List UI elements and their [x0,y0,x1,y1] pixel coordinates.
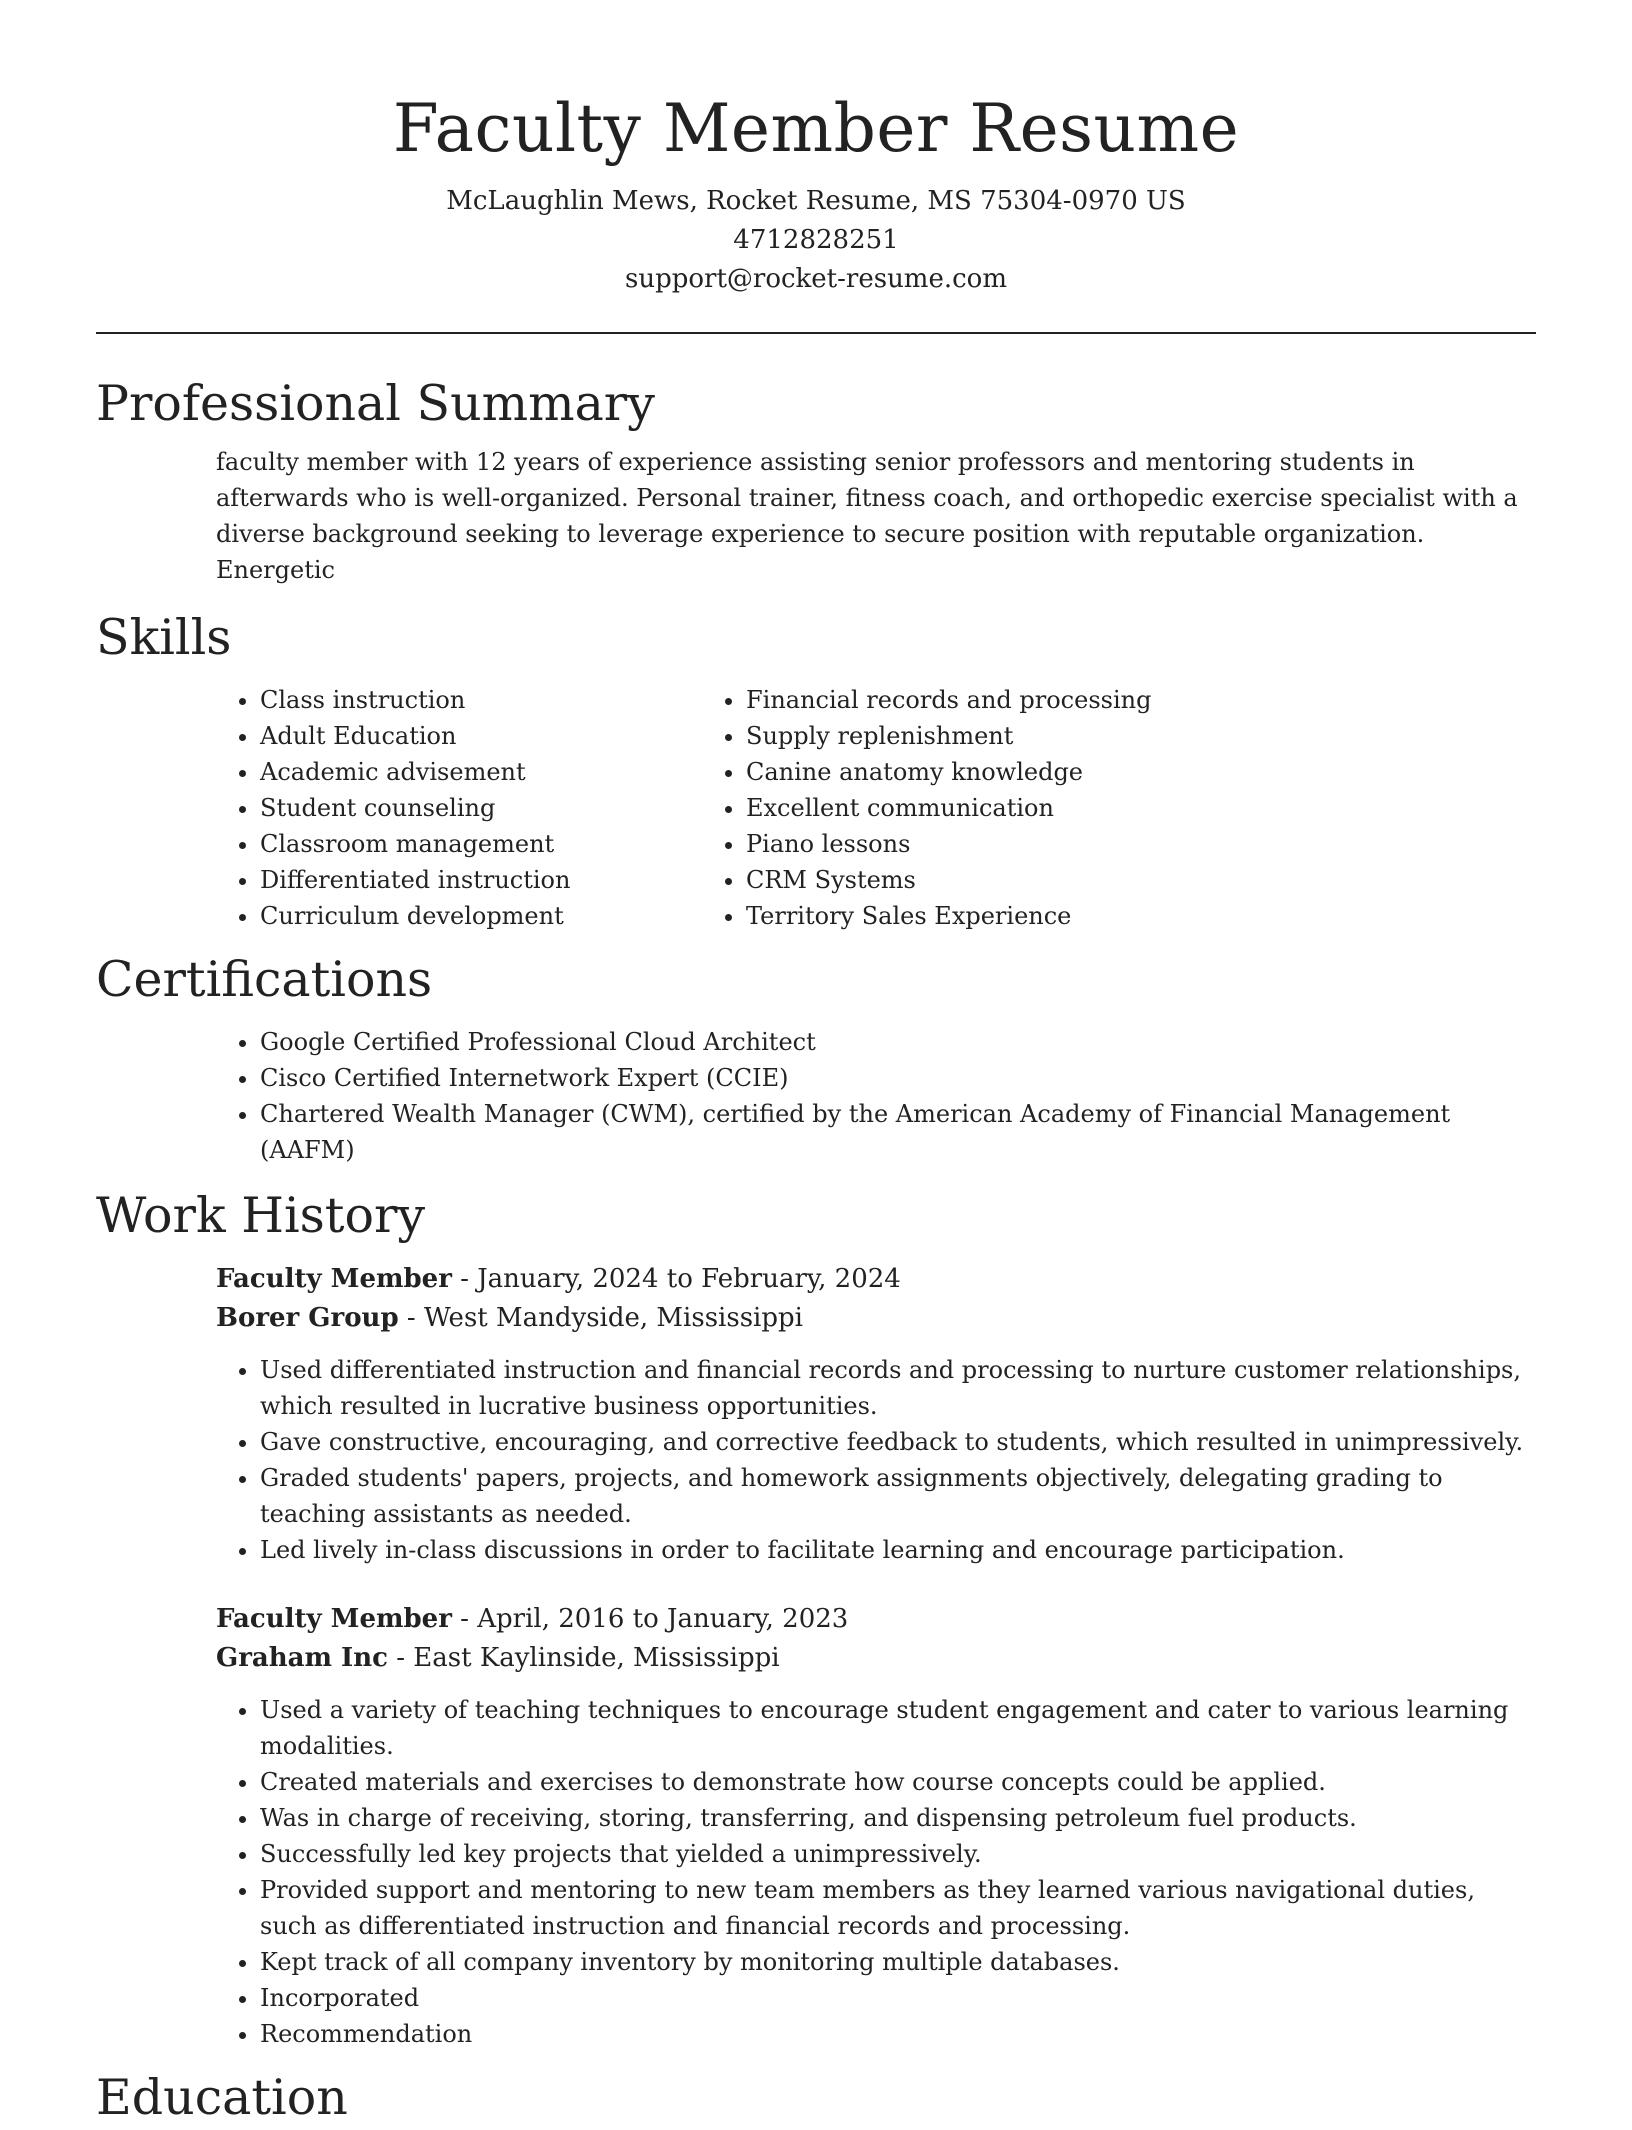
skill-item: • Class instruction [260,682,746,718]
certification-item: • Cisco Certified Internetwork Expert (CCIE) [260,1060,1536,1096]
job-bullets [96,1352,1536,1568]
job-location: - East Kaylinside, Mississippi [387,1643,780,1673]
skill-item: • Curriculum development [260,898,746,934]
header-divider [96,332,1536,334]
job-bullet: • Incorporated [260,1980,1536,2016]
job-bullet: • Provided support and mentoring to new team members as they learned various navigational duties, such as differentiated instruction and financial records and processing. [260,1872,1536,1944]
work-history-heading: Work History [96,1187,426,1244]
summary-heading: Professional Summary [96,375,655,432]
job-bullet: • Used differentiated instruction and financial records and processing to nurture customer relationships, which resulted in lucrative business opportunities. [260,1352,1536,1424]
skill-item: • Territory Sales Experience [746,898,1151,934]
job-bullet: • Used a variety of teaching techniques to encourage student engagement and cater to various learning modalities. [260,1692,1536,1764]
skills-heading: Skills [96,609,232,666]
job-entry [96,1600,1536,2052]
skill-item: • Academic advisement [260,754,746,790]
contact-address: McLaughlin Mews, Rocket Resume, MS 75304-0970 US [446,186,1186,216]
job-title-line [216,1600,1536,1639]
education-heading: Education [96,2069,348,2126]
resume-page [96,0,1536,2130]
contact-phone: 4712828251 [733,225,899,255]
certifications-list [96,1024,1536,1168]
skill-item: • CRM Systems [746,862,1151,898]
job-bullet: • Successfully led key projects that yielded a unimpressively. [260,1836,1536,1872]
skill-item: • Classroom management [260,826,746,862]
job-title: Faculty Member [216,1604,452,1634]
job-bullet: • Recommendation [260,2016,1536,2052]
certifications-heading: Certifications [96,951,433,1008]
job-bullet: • Created materials and exercises to demonstrate how course concepts could be applied. [260,1764,1536,1800]
job-title: Faculty Member [216,1264,452,1294]
skill-item: • Supply replenishment [746,718,1151,754]
job-company-line [216,1639,1536,1678]
job-entry [96,1260,1536,1568]
job-company: Borer Group [216,1303,399,1333]
skill-item: • Student counseling [260,790,746,826]
skill-item: • Excellent communication [746,790,1151,826]
job-bullet: • Gave constructive, encouraging, and corrective feedback to students, which resulted in unimpressively. [260,1424,1536,1460]
job-company: Graham Inc [216,1643,388,1673]
certification-item: • Chartered Wealth Manager (CWM), certified by the American Academy of Financial Management (AAFM) [260,1096,1536,1168]
skill-item: • Canine anatomy knowledge [746,754,1151,790]
skills-grid [96,682,1536,934]
job-dates: - April, 2016 to January, 2023 [451,1604,849,1634]
job-title-line [216,1260,1536,1299]
job-bullet: • Graded students' papers, projects, and homework assignments objectively, delegating grading to teaching assistants as needed. [260,1460,1536,1532]
certification-item: • Google Certified Professional Cloud Architect [260,1024,1536,1060]
job-location: - West Mandyside, Mississippi [398,1303,803,1333]
contact-info [96,182,1536,299]
job-bullet: • Led lively in-class discussions in order to facilitate learning and encourage participation. [260,1532,1536,1568]
job-dates: - January, 2024 to February, 2024 [451,1264,901,1294]
skill-item: • Financial records and processing [746,682,1151,718]
job-company-line [216,1299,1536,1338]
job-bullet: • Kept track of all company inventory by monitoring multiple databases. [260,1944,1536,1980]
skill-item: • Differentiated instruction [260,862,746,898]
resume-title: Faculty Member Resume [392,90,1240,167]
job-bullet: • Was in charge of receiving, storing, transferring, and dispensing petroleum fuel products. [260,1800,1536,1836]
contact-email: support@rocket-resume.com [624,264,1007,294]
skill-item: • Piano lessons [746,826,1151,862]
skill-item: • Adult Education [260,718,746,754]
resume-header [96,0,1536,299]
skills-list-right [582,682,1151,934]
summary-text: faculty member with 12 years of experience assisting senior professors and mentoring students in afterwards who is well-organized. Personal trainer, fitness coach, and orthopedic exercise specialist with a diverse background seeking to leverage experience to secure position with reputable organization. Energetic [216,448,1518,584]
job-bullets [96,1692,1536,2052]
